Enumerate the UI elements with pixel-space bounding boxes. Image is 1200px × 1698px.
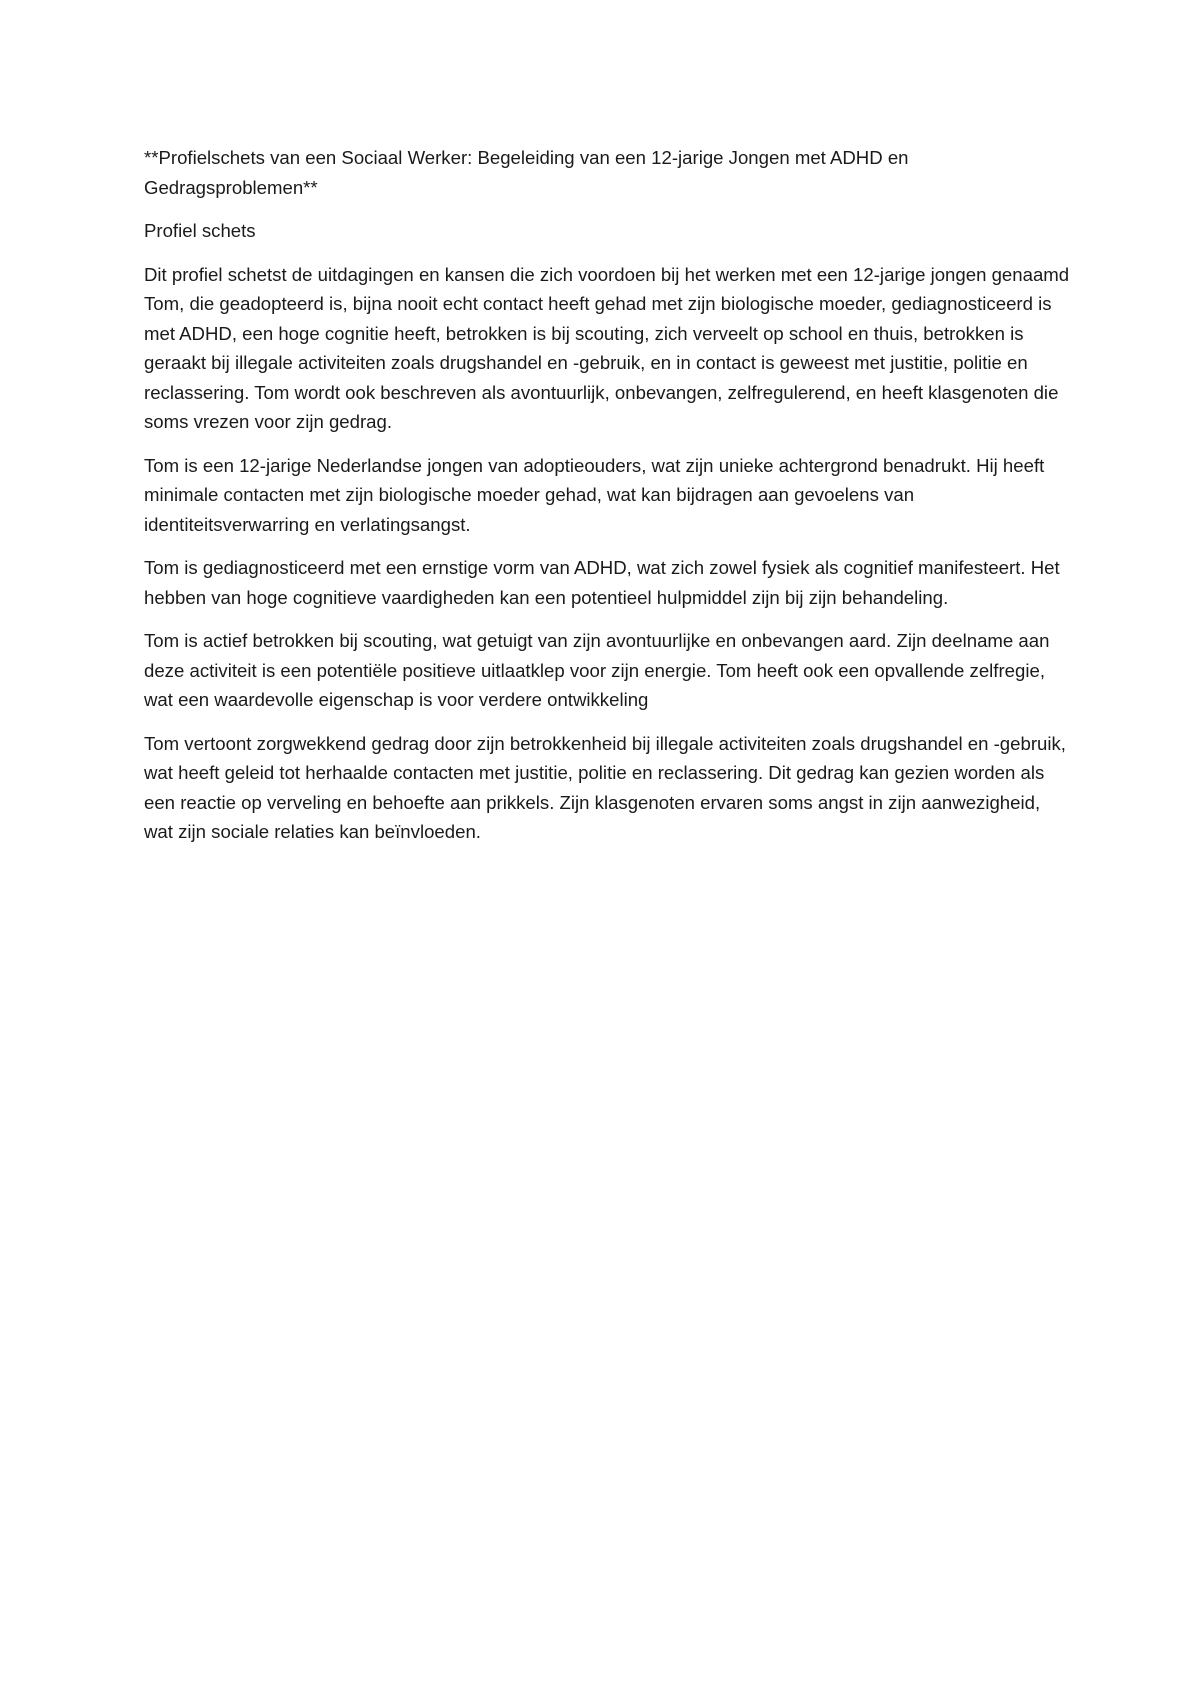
paragraph-background: Tom is een 12-jarige Nederlandse jongen van adoptieouders, wat zijn unieke achtergrond benadrukt. Hij heeft minimale contacten met zijn biologische moeder gehad, wat kan bijdragen aan gevoelens van identiteitsverwarring en verlatingsangst. xyxy=(144,454,1045,535)
paragraph-behaviour: Tom vertoont zorgwekkend gedrag door zijn betrokkenheid bij illegale activiteiten zoals drugshandel en -gebruik, wat heeft geleid tot herhaalde contacten met justitie, politie en reclassering. Dit gedrag kan gezien worden als een reactie op verveling en behoefte aan prikkels. Zijn klasgenoten ervaren soms angst in zijn aanwezigheid, wat zijn sociale relaties kan beïnvloeden. xyxy=(144,732,1066,842)
paragraph-intro: Dit profiel schetst de uitdagingen en kansen die zich voordoen bij het werken met een 12-jarige jongen genaamd Tom, die geadopteerd is, bijna nooit echt contact heeft gehad met zijn biologische moeder, gediagnosticeerd is met ADHD, een hoge cognitie heeft, betrokken is bij scouting, zich verveelt op school en thuis, betrokken is geraakt bij illegale activiteiten zoals drugshandel en -gebruik, en in contact is geweest met justitie, politie en reclassering. Tom wordt ook beschreven als avontuurlijk, onbevangen, zelfregulerend, en heeft klasgenoten die soms vrezen voor zijn gedrag. xyxy=(144,263,1070,432)
paragraph-diagnosis: Tom is gediagnosticeerd met een ernstige vorm van ADHD, wat zich zowel fysiek als cognitief manifesteert. Het hebben van hoge cognitieve vaardigheden kan een potentieel hulpmiddel zijn bij zijn behandeling. xyxy=(144,557,1060,608)
document-subtitle: Profiel schets xyxy=(144,220,256,241)
document-title: **Profielschets van een Sociaal Werker: Begeleiding van een 12-jarige Jongen met ADHD en Gedragsproblemen** xyxy=(144,147,909,198)
document-body xyxy=(144,143,1074,861)
paragraph-scouting: Tom is actief betrokken bij scouting, wat getuigt van zijn avontuurlijke en onbevangen aard. Zijn deelname aan deze activiteit is een potentiële positieve uitlaatklep voor zijn energie. Tom heeft ook een opvallende zelfregie, wat een waardevolle eigenschap is voor verdere ontwikkeling xyxy=(144,630,1050,710)
